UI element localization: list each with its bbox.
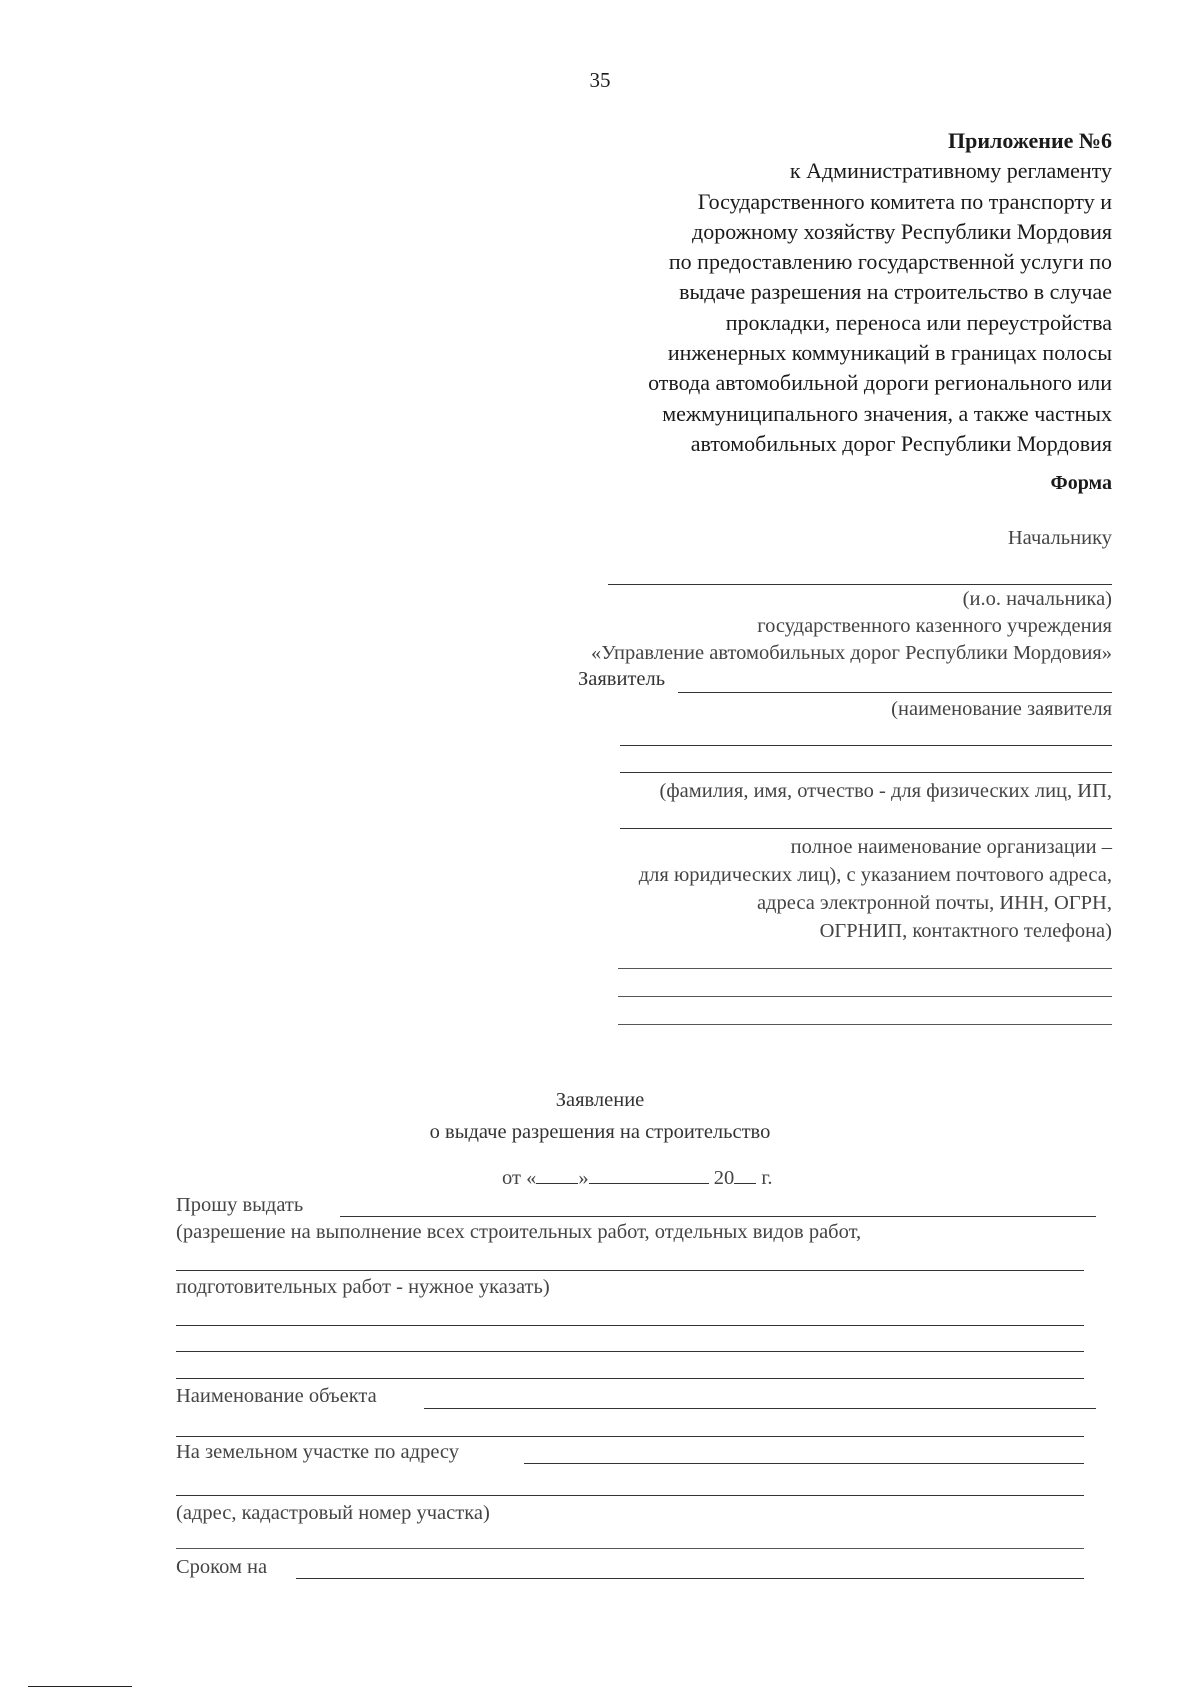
applicant-line[interactable] <box>678 692 1112 693</box>
applicant-line[interactable] <box>620 828 1112 829</box>
request-label: Прошу выдать <box>176 1194 304 1216</box>
date-prefix: от « <box>502 1167 537 1189</box>
org-hint-line: адреса электронной почты, ИНН, ОГРН, <box>756 892 1112 914</box>
land-address-line[interactable] <box>524 1463 1084 1464</box>
form-label: Форма <box>1050 472 1112 494</box>
org-line-2: «Управление автомобильных дорог Республики Мордовия» <box>591 642 1112 664</box>
head-name-line[interactable] <box>608 584 1112 585</box>
object-name-line[interactable] <box>424 1408 1096 1409</box>
term-line[interactable] <box>296 1578 1084 1579</box>
appendix-line: прокладки, переноса или переустройства <box>725 309 1112 335</box>
request-line[interactable] <box>176 1378 1084 1379</box>
year-prefix: 20 <box>713 1167 735 1189</box>
statement-title-block <box>0 1084 1200 1148</box>
footnote-separator <box>28 1686 132 1687</box>
org-hint-line: ОГРНИП, контактного телефона) <box>819 920 1112 942</box>
appendix-title: Приложение №6 <box>948 128 1112 153</box>
appendix-line: отвода автомобильной дороги регионального или <box>648 370 1112 396</box>
applicant-line[interactable] <box>620 772 1112 773</box>
org-hint-line: для юридических лиц), с указанием почтового адреса, <box>638 864 1112 886</box>
request-line[interactable] <box>176 1270 1084 1271</box>
appendix-line: по предоставлению государственной услуги по <box>668 249 1112 275</box>
date-mid: » <box>578 1167 589 1189</box>
page-number: 35 <box>589 68 611 92</box>
org-hint-line: полное наименование организации – <box>790 836 1112 858</box>
request-line[interactable] <box>176 1325 1084 1326</box>
appendix-line: Государственного комитета по транспорту и <box>697 188 1112 214</box>
applicant-label: Заявитель <box>578 668 666 690</box>
year-suffix: г. <box>761 1167 773 1189</box>
contact-line[interactable] <box>618 968 1112 969</box>
land-hint: (адрес, кадастровый номер участка) <box>176 1502 490 1524</box>
appendix-line: дорожному хозяйству Республики Мордовия <box>692 218 1112 244</box>
contact-line[interactable] <box>618 996 1112 997</box>
appendix-header <box>648 126 1112 459</box>
date-day-field[interactable] <box>536 1183 578 1184</box>
appendix-line: межмуниципального значения, а также частных <box>662 400 1112 426</box>
object-label: Наименование объекта <box>176 1385 377 1407</box>
request-line[interactable] <box>176 1351 1084 1352</box>
statement-date <box>502 1167 773 1190</box>
statement-subtitle: о выдаче разрешения на строительство <box>429 1121 771 1143</box>
appendix-line: к Административному регламенту <box>789 158 1112 184</box>
request-hint-2: подготовительных работ - нужное указать) <box>176 1276 550 1298</box>
addressee-to: Начальнику <box>1007 527 1112 549</box>
org-line-1: государственного казенного учреждения <box>757 615 1112 637</box>
land-address-line[interactable] <box>176 1495 1084 1496</box>
io-hint: (и.о. начальника) <box>962 588 1112 610</box>
land-address-line[interactable] <box>176 1548 1084 1549</box>
appendix-line: выдаче разрешения на строительство в случае <box>679 279 1112 305</box>
fio-hint: (фамилия, имя, отчество - для физических лиц, ИП, <box>659 780 1112 802</box>
request-line[interactable] <box>340 1216 1096 1217</box>
appendix-line: автомобильных дорог Республики Мордовия <box>690 430 1112 456</box>
term-label: Сроком на <box>176 1556 268 1578</box>
request-hint-1: (разрешение на выполнение всех строительных работ, отдельных видов работ, <box>176 1221 862 1243</box>
date-year-field[interactable] <box>734 1183 756 1184</box>
applicant-hint: (наименование заявителя <box>891 698 1112 720</box>
date-month-field[interactable] <box>589 1183 709 1184</box>
contact-line[interactable] <box>618 1024 1112 1025</box>
appendix-line: инженерных коммуникаций в границах полосы <box>667 340 1112 366</box>
statement-title: Заявление <box>555 1089 645 1111</box>
applicant-line[interactable] <box>620 745 1112 746</box>
land-label: На земельном участке по адресу <box>176 1441 460 1463</box>
object-name-line[interactable] <box>176 1436 1084 1437</box>
